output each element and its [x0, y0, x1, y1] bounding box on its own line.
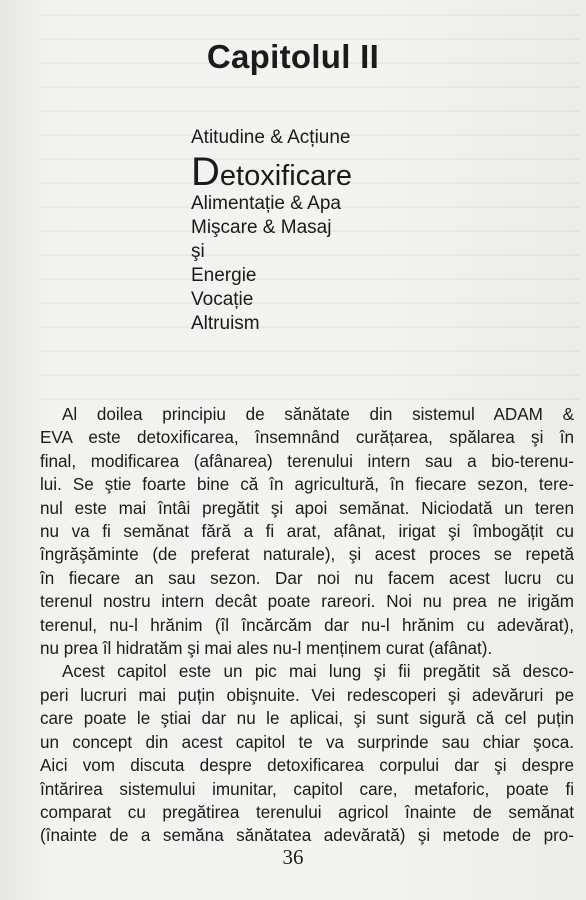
text-line: nu prea îl hidratăm şi mai ales nu-l menținem curat (afânat).: [40, 639, 493, 659]
topic-movement-massage: Mişcare & Masaj: [191, 217, 332, 238]
page-number: 36: [282, 845, 304, 869]
topic-detoxification: [191, 152, 352, 192]
text-line: Aici vom discuta despre detoxificarea corpului dar şi despre: [40, 756, 574, 776]
text-line: care poate le ştiai dar nu le aplicai, şi sunt sigură că cel puțin: [40, 709, 574, 729]
paragraph-2: [40, 660, 574, 847]
topic-nutrition-water: Alimentație & Apa: [191, 193, 341, 214]
body-text: [40, 403, 574, 848]
text-line: terenul, nu-l hrănim (îl încărcăm dar nu-l hrănim cu adevărat),: [40, 615, 574, 635]
topic-list: [191, 126, 352, 336]
text-line: (înainte de a semăna sănătatea adevărată) şi metode de pro-: [40, 826, 574, 846]
topic-vocation: Vocație: [191, 289, 254, 310]
text-line: nul este mai întâi pregătit şi apoi semănat. Niciodată un teren: [40, 498, 574, 518]
text-line: nu va fi semănat fără a fi arat, afânat, irigat şi îmbogățit cu: [40, 522, 574, 542]
chapter-title: Capitolul II: [206, 38, 380, 75]
text-line: un concept din acest capitol te va surprinde sau chiar şoca.: [40, 732, 574, 752]
text-line: peri lucruri mai puțin obişnuite. Vei redescoperi şi adevăruri pe: [40, 685, 574, 705]
topic-conjunction: şi: [191, 241, 205, 262]
topic-altruism: Altruism: [191, 313, 260, 334]
text-line: lui. Se ştie foarte bine că în agricultură, în fiecare sezon, tere-: [40, 475, 574, 495]
topic-energy: Energie: [191, 265, 257, 286]
text-line: Al doilea principiu de sănătate din sistemul ADAM &: [62, 405, 574, 424]
text-line: întărirea sistemului imunitar, capitol care, metaforic, poate fi: [40, 779, 574, 799]
topic-detoxification-rest: etoxificare: [219, 160, 353, 192]
drop-cap-initial: D: [191, 150, 220, 194]
text-line: în fiecare an sau sezon. Dar noi nu facem acest lucru cu: [40, 568, 574, 588]
text-line: îngrăşăminte (de preferat naturale), şi acest proces se repetă: [40, 545, 574, 565]
text-line: Acest capitol este un pic mai lung şi fii pregătit să desco-: [62, 662, 574, 682]
text-line: comparat cu pregătirea terenului agricol înainte de semănat: [40, 802, 574, 822]
text-line: EVA este detoxificarea, însemnând curățarea, spălarea şi în: [40, 428, 574, 448]
paragraph-1: [40, 403, 574, 660]
text-line: terenul nostru intern decât poate rareori. Noi nu prea ne irigăm: [40, 592, 574, 612]
text-line: final, modificarea (afânarea) terenului intern sau a bio-terenu-: [40, 451, 574, 471]
topic-attitude-action: Atitudine & Acțiune: [191, 127, 351, 148]
